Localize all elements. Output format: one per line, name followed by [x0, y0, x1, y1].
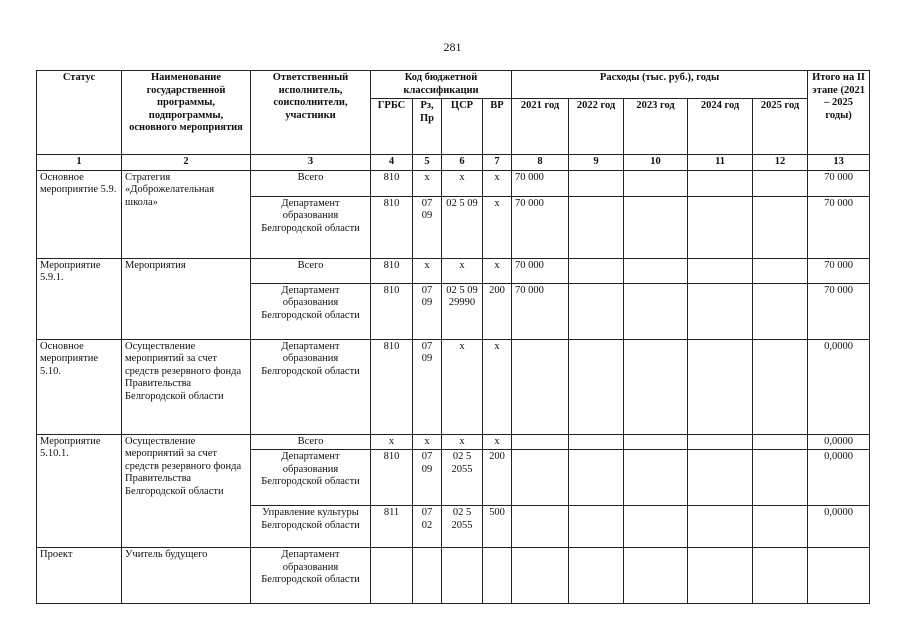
year-2022-cell [569, 339, 624, 434]
csr-cell [442, 548, 483, 604]
year-2022-cell [569, 258, 624, 283]
year-2021-cell [512, 506, 569, 548]
year-2023-cell [624, 506, 688, 548]
year-2024-cell [688, 506, 753, 548]
vr-cell [483, 548, 512, 604]
year-2021-cell: 70 000 [512, 196, 569, 258]
csr-cell: 02 5 2055 [442, 506, 483, 548]
vr-cell: 500 [483, 506, 512, 548]
year-2022-cell [569, 434, 624, 450]
grbs-cell: 811 [371, 506, 413, 548]
total-cell: 0,0000 [808, 434, 870, 450]
header-year-2022: 2022 год [569, 99, 624, 155]
total-cell: 70 000 [808, 283, 870, 339]
name-cell: Стратегия «Доброжелательная школа» [122, 170, 251, 258]
rzpr-cell: 07 09 [413, 450, 442, 506]
vr-cell: 200 [483, 450, 512, 506]
year-2025-cell [753, 548, 808, 604]
rzpr-cell: х [413, 434, 442, 450]
header-status: Статус [37, 71, 122, 155]
rzpr-cell: 07 09 [413, 339, 442, 434]
table-row [37, 258, 870, 283]
year-2024-cell [688, 258, 753, 283]
year-2024-cell [688, 434, 753, 450]
responsible-cell: Департамент образования Белгородской области [251, 339, 371, 434]
table-row [37, 548, 870, 604]
year-2021-cell [512, 450, 569, 506]
year-2025-cell [753, 434, 808, 450]
year-2024-cell [688, 283, 753, 339]
total-cell: 0,0000 [808, 450, 870, 506]
name-cell: Осуществление мероприятий за счет средств резервного фонда Правительства Белгородской области [122, 434, 251, 548]
responsible-cell: Всего [251, 170, 371, 196]
header-total: Итого на II этапе (2021 – 2025 годы) [808, 71, 870, 155]
status-cell: Мероприятие 5.9.1. [37, 258, 122, 339]
year-2021-cell: 70 000 [512, 170, 569, 196]
responsible-cell: Всего [251, 434, 371, 450]
header-year-2025: 2025 год [753, 99, 808, 155]
grbs-cell: 810 [371, 170, 413, 196]
year-2025-cell [753, 258, 808, 283]
name-cell: Мероприятия [122, 258, 251, 339]
year-2024-cell [688, 339, 753, 434]
year-2025-cell [753, 450, 808, 506]
year-2025-cell [753, 339, 808, 434]
header-rzpr: Рз, Пр [413, 99, 442, 155]
year-2021-cell [512, 434, 569, 450]
year-2025-cell [753, 170, 808, 196]
total-cell: 70 000 [808, 170, 870, 196]
vr-cell: х [483, 196, 512, 258]
total-cell: 70 000 [808, 196, 870, 258]
column-number: 13 [808, 155, 870, 171]
rzpr-cell: х [413, 258, 442, 283]
responsible-cell: Департамент образования Белгородской области [251, 548, 371, 604]
year-2022-cell [569, 196, 624, 258]
column-number: 4 [371, 155, 413, 171]
rzpr-cell [413, 548, 442, 604]
column-number: 3 [251, 155, 371, 171]
header-grbs: ГРБС [371, 99, 413, 155]
year-2022-cell [569, 170, 624, 196]
year-2022-cell [569, 283, 624, 339]
grbs-cell: 810 [371, 339, 413, 434]
column-number: 7 [483, 155, 512, 171]
responsible-cell: Управление культуры Белгородской области [251, 506, 371, 548]
header-year-2023: 2023 год [624, 99, 688, 155]
table-row [37, 434, 870, 450]
csr-cell: х [442, 258, 483, 283]
column-number: 10 [624, 155, 688, 171]
budget-table [36, 70, 870, 604]
table-row [37, 170, 870, 196]
total-cell: 0,0000 [808, 339, 870, 434]
name-cell: Учитель будущего [122, 548, 251, 604]
rzpr-cell: 07 02 [413, 506, 442, 548]
year-2025-cell [753, 196, 808, 258]
csr-cell: 02 5 09 [442, 196, 483, 258]
year-2021-cell [512, 339, 569, 434]
header-csr: ЦСР [442, 99, 483, 155]
header-year-2024: 2024 год [688, 99, 753, 155]
header-expenses: Расходы (тыс. руб.), годы [512, 71, 808, 99]
year-2024-cell [688, 450, 753, 506]
column-number: 8 [512, 155, 569, 171]
year-2022-cell [569, 548, 624, 604]
header-budget-code: Код бюджетной классификации [371, 71, 512, 99]
page-number: 281 [443, 40, 462, 54]
column-number: 6 [442, 155, 483, 171]
year-2023-cell [624, 450, 688, 506]
year-2021-cell: 70 000 [512, 258, 569, 283]
responsible-cell: Департамент образования Белгородской области [251, 283, 371, 339]
grbs-cell: 810 [371, 258, 413, 283]
status-cell: Основное мероприятие 5.10. [37, 339, 122, 434]
year-2025-cell [753, 506, 808, 548]
csr-cell: х [442, 339, 483, 434]
grbs-cell [371, 548, 413, 604]
column-number: 9 [569, 155, 624, 171]
status-cell: Мероприятие 5.10.1. [37, 434, 122, 548]
year-2022-cell [569, 450, 624, 506]
rzpr-cell: 07 09 [413, 283, 442, 339]
year-2022-cell [569, 506, 624, 548]
vr-cell: х [483, 339, 512, 434]
total-cell: 70 000 [808, 258, 870, 283]
status-cell: Проект [37, 548, 122, 604]
rzpr-cell: 07 09 [413, 196, 442, 258]
status-cell: Основное мероприятие 5.9. [37, 170, 122, 258]
year-2023-cell [624, 283, 688, 339]
csr-cell: 02 5 2055 [442, 450, 483, 506]
year-2021-cell: 70 000 [512, 283, 569, 339]
column-number: 12 [753, 155, 808, 171]
grbs-cell: 810 [371, 196, 413, 258]
column-number: 1 [37, 155, 122, 171]
year-2023-cell [624, 339, 688, 434]
name-cell: Осуществление мероприятий за счет средств резервного фонда Правительства Белгородской области [122, 339, 251, 434]
responsible-cell: Департамент образования Белгородской области [251, 450, 371, 506]
year-2025-cell [753, 283, 808, 339]
column-number: 2 [122, 155, 251, 171]
grbs-cell: х [371, 434, 413, 450]
year-2024-cell [688, 548, 753, 604]
header-vr: ВР [483, 99, 512, 155]
responsible-cell: Департамент образования Белгородской области [251, 196, 371, 258]
header-name: Наименование государственной программы, подпрограммы, основного мероприятия [122, 71, 251, 155]
responsible-cell: Всего [251, 258, 371, 283]
total-cell: 0,0000 [808, 506, 870, 548]
grbs-cell: 810 [371, 283, 413, 339]
year-2021-cell [512, 548, 569, 604]
year-2023-cell [624, 170, 688, 196]
table-row [37, 339, 870, 434]
year-2024-cell [688, 170, 753, 196]
year-2023-cell [624, 196, 688, 258]
vr-cell: х [483, 258, 512, 283]
year-2023-cell [624, 434, 688, 450]
header-responsible: Ответственный исполнитель, соисполнители, участники [251, 71, 371, 155]
year-2023-cell [624, 548, 688, 604]
csr-cell: х [442, 170, 483, 196]
rzpr-cell: х [413, 170, 442, 196]
header-year-2021: 2021 год [512, 99, 569, 155]
grbs-cell: 810 [371, 450, 413, 506]
vr-cell: 200 [483, 283, 512, 339]
total-cell [808, 548, 870, 604]
vr-cell: х [483, 170, 512, 196]
vr-cell: х [483, 434, 512, 450]
year-2023-cell [624, 258, 688, 283]
csr-cell: х [442, 434, 483, 450]
column-number: 5 [413, 155, 442, 171]
csr-cell: 02 5 09 29990 [442, 283, 483, 339]
year-2024-cell [688, 196, 753, 258]
column-number: 11 [688, 155, 753, 171]
